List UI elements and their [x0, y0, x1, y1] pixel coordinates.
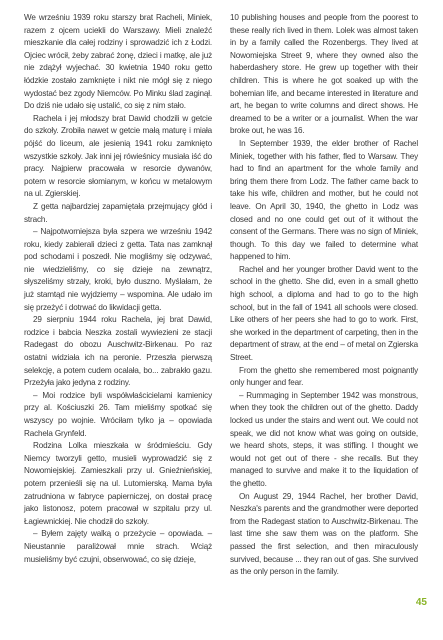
paragraph: Rachela i jej młodszy brat Dawid chodzili w getcie do szkoły. Zrobiła nawet w getcie małą maturę i miała pójść do liceum, ale jesienią 1941 roku zamknięto wszystkie szkoły. Jak inni jej rówieśnicy musiała iść do pracy. Najpierw pracowała w resorcie dywanów, potem w resorcie słomianym, w końcu w metalowym na ul. Zgierskiej.	[24, 113, 212, 199]
paragraph: – Moi rodzice byli współwłaścicielami kamienicy przy al. Kościuszki 26. Tam mieliśmy spotkać się wszyscy po wojnie. Wróciłam tylko ja – opowiada Rachela Grynfeld.	[24, 390, 212, 438]
paragraph: In September 1939, the elder brother of Rachel Miniek, together with his father, fled to Warsaw. They had to find an apartment for the whole family and bring them there from Lodz. The father came back to take his wife, children and mother, but he could not leave. On April 30, 1940, the ghetto in Lodz was closed and no one could get out of it without the consent of the Germans. There was no sign of Miniek, though. To this day we failed to determine what happened to him.	[230, 138, 418, 262]
page-number: 45	[415, 597, 427, 608]
paragraph: 10 publishing houses and people from the poorest to these really rich lived in them. Lolek was almost taken in by a family called the Rozenbergs. They lived at Nowomiejska Street 9, where they owned also the haberdashery store. He grew up together with their children. This is where he got soaked up with the bohemian life, and became interested in literature and art, he began to write columns and direct shows. He dreamed to be a writer or a journalist. When the war broke out, he was 16.	[230, 13, 418, 136]
paragraph: From the ghetto she remembered most poignantly only hunger and fear.	[230, 365, 418, 388]
paragraph: Rodzina Lolka mieszkała w śródmieściu. Gdy Niemcy tworzyli getto, musieli wyprowadzić się z Nowomiejskiej. Zamieszkali przy ul. Gnieźnieńskiej, potem przenieśli się na ul. Lutomierską. Mama była zatrudniona w fabryce papierniczej, on dostał pracę jako listonosz, potem pracował w szpitalu przy ul. Łagiewnickiej. Nie chodził do szkoły.	[24, 441, 212, 526]
english-text-column	[230, 12, 418, 579]
paragraph: Z getta najbardziej zapamiętała przejmujący głód i strach.	[24, 201, 212, 224]
paragraph: 29 sierpniu 1944 roku Rachela, jej brat Dawid, rodzice i babcia Neszka zostali wywiezieni ze stacji Radegast do obozu Auschwitz-Birkenau. Po raz ostatni widziała ich na peronie. Przeszła pierwszą selekcję, a potem cudem ocalała, bo... zabrakło gazu. Przeżyła jako jedyna z rodziny.	[24, 315, 212, 388]
paragraph: We wrześniu 1939 roku starszy brat Racheli, Miniek, razem z ojcem uciekli do Warszawy. Mieli znaleźć mieszkanie dla całej rodziny i sprowadzić ich z Łodzi. Ojciec wrócił, żeby zabrać żonę, dzieci i matkę, ale już nie zdążył wyjechać. 30 kwietnia 1940 roku getto łódzkie zostało zamknięte i nikt nie mógł się z niego wydostać bez zgody Niemców. Po Minku ślad zaginął. Do dziś nie udało się ustalić, co się z nim stało.	[24, 13, 212, 111]
paragraph: – Rummaging in September 1942 was monstrous, when they took the children out of the ghetto. Daddy locked us under the stairs and went out. We could not speak, we did not know what was going on outside, we heard shots, steps, it was stifling. I thought we would not get out of there - she recalls. But they managed to survive and make it to the liquidation of the ghetto.	[230, 390, 418, 488]
paragraph: Rachel and her younger brother David went to the school in the ghetto. She did, even in a small ghetto high school, a diploma and had to go to the high school, but in the fall of 1941 all schools were closed. Like others of her peers she had to go to work. First, she worked in the department of carpeting, then in the department of straw, at the end – of metal on Zgierska Street.	[230, 264, 418, 363]
polish-text-column	[24, 12, 212, 566]
paragraph: On August 29, 1944 Rachel, her brother David, Neszka's parents and the grandmother were deported from the Radegast station to Auschwitz-Birkenau. The last time she saw them was on the platform. She passed the first selection, and then miraculously survived, because ... they ran out of gas. She survived as the only person in the family.	[230, 491, 418, 577]
paragraph: – Byłem zajęty walką o przeżycie – opowiada. – Nieustannie paraliżował mnie strach. Wciąż musieliśmy być czujni, obserwować, co się dzieje,	[24, 529, 212, 564]
paragraph: – Najpotworniejsza była szpera we wrześniu 1942 roku, kiedy zabierali dzieci z getta. Tata nas zamknął pod schodami i poszedł. Nie mogliśmy się odzywać, nie wiedzieliśmy, co się dzieje na zewnątrz, słyszeliśmy strzały, kroki, było duszno. Myślałam, że już stamtąd nie wyjdziemy – wspomina. Ale udało im się przeżyć i dotrwać do likwidacji getta.	[24, 227, 212, 312]
